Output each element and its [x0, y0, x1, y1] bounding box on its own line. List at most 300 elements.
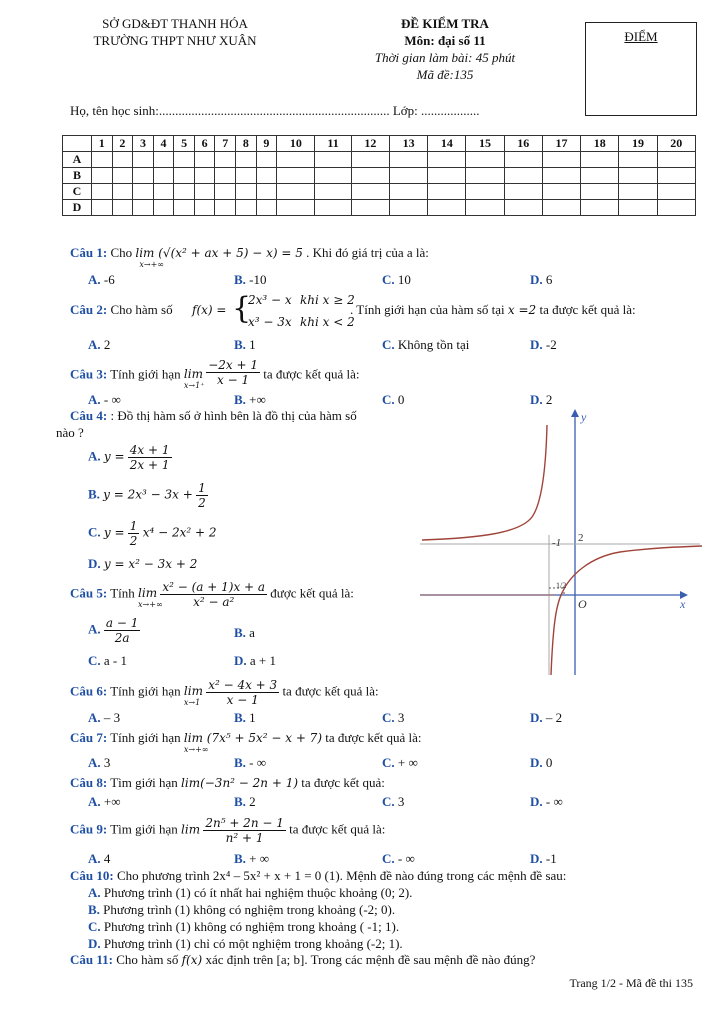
opt-text: 3	[397, 710, 405, 725]
q7-lim-sub: x→+∞	[183, 745, 209, 754]
answer-cell[interactable]	[542, 168, 580, 184]
answer-cell[interactable]	[92, 152, 113, 168]
q3-text-end: ta được kết quả là:	[263, 366, 360, 382]
q5-lim: lim x→+∞	[138, 586, 163, 610]
opt-text: 2	[249, 794, 256, 809]
q1-opt-b[interactable]	[234, 272, 267, 288]
time-limit: Thời gian làm bài: 45 phút	[374, 50, 516, 65]
q8-label: Câu 8:	[70, 775, 108, 790]
q9-opt-a[interactable]	[88, 851, 110, 867]
q5-opt-b[interactable]	[234, 625, 255, 641]
q8-opt-b[interactable]	[234, 794, 256, 810]
answer-cell[interactable]	[351, 152, 389, 168]
q3-label: Câu 3:	[70, 366, 108, 382]
q9-text: Tìm giới hạn	[110, 821, 178, 837]
q2-opt-d[interactable]	[530, 337, 557, 353]
column-header: 10	[277, 136, 315, 152]
q9-text-end: ta được kết quả là:	[289, 821, 386, 837]
answer-cell[interactable]	[92, 184, 113, 200]
q1-math	[135, 246, 303, 269]
answer-cell[interactable]	[389, 200, 427, 216]
opt-text: a - 1	[103, 653, 127, 668]
answer-cell[interactable]	[153, 184, 174, 200]
answer-cell[interactable]	[133, 168, 154, 184]
answer-cell[interactable]	[542, 200, 580, 216]
q3-fraction	[206, 358, 260, 387]
answer-cell[interactable]	[466, 184, 504, 200]
opt-letter: D.	[234, 653, 247, 668]
answer-cell[interactable]	[619, 200, 657, 216]
q11-fx: f(x)	[181, 953, 203, 967]
opt-text: +∞	[103, 794, 121, 809]
answer-cell[interactable]	[215, 184, 236, 200]
question-9	[70, 816, 385, 845]
answer-cell[interactable]	[581, 152, 619, 168]
q10-opt-d[interactable]	[88, 936, 403, 952]
answer-cell[interactable]	[466, 152, 504, 168]
opt-letter: B.	[234, 755, 246, 770]
answer-cell[interactable]	[112, 200, 133, 216]
q10-opt-b[interactable]	[88, 902, 395, 918]
answer-cell[interactable]	[428, 152, 466, 168]
opt-text: 1	[249, 337, 256, 352]
opt-letter: C.	[382, 337, 395, 352]
answer-cell[interactable]	[466, 200, 504, 216]
opt-letter: A.	[88, 710, 101, 725]
opt-text: Phương trình (1) chỉ có một nghiệm trong khoảng (-2; 1).	[103, 936, 403, 951]
answer-cell[interactable]	[315, 184, 351, 200]
opt-letter: A.	[88, 448, 101, 464]
answer-cell[interactable]	[92, 200, 113, 216]
answer-row	[63, 184, 696, 200]
opt-letter: C.	[382, 392, 395, 407]
opt-text: Phương trình (1) không có nghiệm trong khoảng (-2; 0).	[103, 902, 396, 917]
q4-label: Câu 4:	[70, 408, 108, 423]
q1-text-end: . Khi đó giá trị của a là:	[306, 245, 429, 260]
curve-left-branch	[422, 425, 547, 540]
q3-text: Tính giới hạn	[110, 366, 181, 382]
answer-cell[interactable]	[657, 152, 695, 168]
q6-opt-c[interactable]	[382, 710, 404, 726]
answer-cell[interactable]	[619, 184, 657, 200]
q6-text-end: ta được kết quả là:	[282, 683, 379, 699]
q9-fraction	[203, 816, 286, 845]
q5a-num: a − 1	[105, 616, 139, 630]
opt-text: - ∞	[545, 794, 563, 809]
answer-cell[interactable]	[92, 168, 113, 184]
row-label: A	[63, 152, 92, 168]
q4c-pre: y =	[103, 525, 125, 540]
answer-cell[interactable]	[112, 152, 133, 168]
answer-cell[interactable]	[657, 168, 695, 184]
opt-letter: C.	[382, 710, 395, 725]
answer-cell[interactable]	[351, 184, 389, 200]
answer-cell[interactable]	[112, 184, 133, 200]
opt-letter: B.	[234, 710, 246, 725]
answer-cell[interactable]	[389, 168, 427, 184]
tick-half: 1/2	[556, 581, 567, 590]
student-info-line[interactable]: Họ, tên học sinh:....................................................................... Lớp: ..................	[70, 103, 480, 118]
answer-cell[interactable]	[256, 200, 277, 216]
q4-opt-b[interactable]	[88, 481, 208, 510]
q2-at: x =2	[507, 303, 537, 317]
function-graph	[420, 405, 710, 680]
q5a-den: 2a	[114, 631, 130, 645]
q8-text-end: ta được kết quả:	[301, 775, 385, 790]
q6-label: Câu 6:	[70, 683, 108, 699]
q1-opt-c[interactable]	[382, 272, 411, 288]
q2-text: Cho hàm số	[110, 302, 173, 317]
opt-letter: B.	[234, 392, 246, 407]
answer-cell[interactable]	[504, 184, 542, 200]
question-6	[70, 678, 379, 707]
tick-neg1: -1	[552, 537, 562, 549]
opt-letter: B.	[88, 486, 100, 502]
opt-letter: C.	[382, 755, 395, 770]
tick-2: 2	[578, 532, 584, 544]
question-1	[70, 245, 429, 269]
answer-cell[interactable]	[619, 168, 657, 184]
q4a-fraction	[128, 443, 172, 472]
answer-cell[interactable]	[194, 152, 215, 168]
q6-opt-a[interactable]	[88, 710, 120, 726]
column-header: 5	[174, 136, 195, 152]
answer-cell[interactable]	[619, 152, 657, 168]
origin-label: O	[578, 597, 587, 611]
q6-num: x² − 4x + 3	[208, 678, 278, 692]
answer-cell[interactable]	[174, 152, 195, 168]
answer-cell[interactable]	[504, 152, 542, 168]
answer-cell[interactable]	[542, 184, 580, 200]
column-header: 9	[256, 136, 277, 152]
answer-cell[interactable]	[194, 168, 215, 184]
opt-text: 6	[545, 272, 553, 287]
opt-text: -6	[103, 272, 115, 287]
opt-letter: A.	[88, 794, 101, 809]
dept-name: SỞ GD&ĐT THANH HÓA	[102, 16, 248, 31]
opt-letter: D.	[88, 556, 101, 571]
q6-opt-d[interactable]	[530, 710, 562, 726]
score-label: ĐIỂM	[624, 29, 658, 44]
q4c-num: 1	[129, 519, 138, 533]
column-header: 16	[504, 136, 542, 152]
answer-cell[interactable]	[504, 168, 542, 184]
q4-opt-d[interactable]	[88, 556, 197, 572]
opt-text: +∞	[249, 392, 266, 407]
opt-letter: D.	[530, 272, 543, 287]
answer-header-row	[63, 136, 696, 152]
answer-cell[interactable]	[542, 152, 580, 168]
x-label: x	[680, 597, 686, 611]
column-header: 6	[194, 136, 215, 152]
opt-text: - ∞	[397, 851, 415, 866]
q4d-expr: y = x² − 3x + 2	[103, 557, 198, 571]
answer-table	[62, 135, 696, 216]
q5-text: Tính	[110, 585, 135, 601]
q7-opt-a[interactable]	[88, 755, 110, 771]
column-header: 14	[428, 136, 466, 152]
opt-letter: A.	[88, 337, 101, 352]
opt-text: - ∞	[103, 392, 121, 407]
opt-letter: A.	[88, 851, 101, 866]
answer-cell[interactable]	[133, 152, 154, 168]
opt-text: 10	[397, 272, 411, 287]
answer-cell[interactable]	[215, 200, 236, 216]
answer-cell[interactable]	[153, 152, 174, 168]
answer-cell[interactable]	[236, 152, 257, 168]
opt-text: -2	[545, 337, 557, 352]
q7-opt-d[interactable]	[530, 755, 552, 771]
q1-opt-d[interactable]	[530, 272, 552, 288]
opt-letter: A.	[88, 272, 101, 287]
opt-letter: D.	[530, 710, 543, 725]
column-header: 17	[542, 136, 580, 152]
answer-cell[interactable]	[428, 200, 466, 216]
answer-cell[interactable]	[112, 168, 133, 184]
answer-row	[63, 152, 696, 168]
question-11	[70, 952, 535, 968]
header-left	[70, 15, 280, 49]
score-box	[585, 22, 697, 116]
answer-cell[interactable]	[215, 168, 236, 184]
q1-opt-a[interactable]	[88, 272, 115, 288]
q5-den: x² − a²	[193, 595, 235, 609]
q6-text: Tính giới hạn	[110, 683, 181, 699]
opt-text: 0	[397, 392, 405, 407]
opt-text: -10	[249, 272, 267, 287]
answer-cell[interactable]	[236, 200, 257, 216]
q4b-den: 2	[198, 496, 206, 510]
q4c-den: 2	[129, 534, 138, 548]
question-2	[70, 302, 173, 318]
q1-math-expr: lim (√(x² + ax + 5) − x) = 5	[135, 246, 303, 260]
q2-case1: 2x³ − x	[248, 293, 292, 307]
q6-den: x − 1	[226, 693, 259, 707]
opt-letter: C.	[382, 794, 395, 809]
answer-cell[interactable]	[581, 200, 619, 216]
answer-cell[interactable]	[315, 168, 351, 184]
q5-opt-c[interactable]	[88, 653, 127, 669]
opt-letter: B.	[234, 272, 246, 287]
answer-cell[interactable]	[215, 152, 236, 168]
opt-text: – 3	[103, 710, 121, 725]
q3-opt-c[interactable]	[382, 392, 404, 408]
q10-opt-a[interactable]	[88, 885, 412, 901]
opt-letter: B.	[88, 902, 100, 917]
opt-letter: C.	[382, 272, 395, 287]
answer-cell[interactable]	[277, 184, 315, 200]
answer-cell[interactable]	[153, 168, 174, 184]
q8-text: Tìm giới hạn	[110, 775, 178, 790]
y-label: y	[581, 410, 587, 424]
answer-cell[interactable]	[315, 200, 351, 216]
column-header: 19	[619, 136, 657, 152]
q9-num: 2n⁵ + 2n − 1	[205, 816, 284, 830]
opt-text: Không tồn tại	[397, 337, 470, 352]
opt-letter: B.	[234, 625, 246, 640]
answer-cell[interactable]	[428, 184, 466, 200]
opt-text: 3	[397, 794, 405, 809]
q9-den: n² + 1	[225, 831, 264, 845]
opt-letter: D.	[530, 851, 543, 866]
answer-cell[interactable]	[277, 152, 315, 168]
q4-opt-a[interactable]	[88, 443, 172, 472]
opt-text: a + 1	[249, 653, 276, 668]
q2-opt-b[interactable]	[234, 337, 256, 353]
q5a-fraction	[104, 616, 140, 645]
q5-label: Câu 5:	[70, 585, 108, 601]
answer-cell[interactable]	[466, 168, 504, 184]
q4c-fraction	[128, 519, 140, 548]
question-8	[70, 775, 385, 791]
opt-text: – 2	[545, 710, 563, 725]
answer-cell[interactable]	[236, 184, 257, 200]
q1-lim-sub: x→+∞	[139, 260, 164, 269]
answer-row	[63, 168, 696, 184]
q5-fraction	[160, 580, 267, 609]
opt-letter: D.	[530, 337, 543, 352]
q8-opt-a[interactable]	[88, 794, 121, 810]
opt-text: a	[249, 625, 255, 640]
column-header: 13	[389, 136, 427, 152]
answer-cell[interactable]	[351, 200, 389, 216]
q6-lim: lim x→1	[183, 684, 203, 708]
q4a-num: 4x + 1	[129, 443, 170, 457]
answer-cell[interactable]	[389, 184, 427, 200]
q9-label: Câu 9:	[70, 821, 108, 837]
q8-opt-c[interactable]	[382, 794, 404, 810]
question-4	[70, 408, 357, 424]
opt-letter: D.	[530, 392, 543, 407]
question-5	[70, 580, 354, 609]
opt-text: 1	[249, 710, 256, 725]
q4c-expr: x⁴ − 2x² + 2	[142, 525, 217, 540]
q5-opt-a[interactable]	[88, 616, 140, 645]
header-center	[350, 15, 540, 83]
q1-text: Cho	[110, 245, 133, 260]
answer-cell[interactable]	[277, 200, 315, 216]
column-header: 18	[581, 136, 619, 152]
school-name: TRƯỜNG THPT NHƯ XUÂN	[93, 33, 257, 48]
page-footer: Trang 1/2 - Mã đề thi 135	[569, 976, 693, 990]
corner-cell	[63, 136, 92, 152]
opt-text: + ∞	[397, 755, 418, 770]
q7-math	[183, 731, 323, 754]
opt-letter: A.	[88, 885, 101, 900]
opt-text: 2	[545, 392, 553, 407]
q1-label: Câu 1:	[70, 245, 108, 260]
column-header: 11	[315, 136, 351, 152]
answer-cell[interactable]	[256, 152, 277, 168]
q4b-fraction	[196, 481, 208, 510]
column-header: 7	[215, 136, 236, 152]
answer-cell[interactable]	[133, 184, 154, 200]
q11-text: Cho hàm số	[116, 952, 179, 967]
answer-cell[interactable]	[153, 200, 174, 216]
answer-cell[interactable]	[133, 200, 154, 216]
answer-cell[interactable]	[389, 152, 427, 168]
q3-den: x − 1	[217, 373, 250, 387]
answer-cell[interactable]	[174, 184, 195, 200]
q3-lim: lim x→1⁺	[183, 367, 205, 391]
q2-brace: {	[232, 291, 252, 326]
q8-opt-d[interactable]	[530, 794, 563, 810]
opt-text: 2	[103, 337, 111, 352]
opt-letter: A.	[88, 392, 101, 407]
q8-math: lim(−3n² − 2n + 1)	[181, 776, 299, 790]
opt-letter: C.	[88, 919, 101, 934]
opt-text: 4	[103, 851, 111, 866]
answer-cell[interactable]	[194, 184, 215, 200]
q2-opt-a[interactable]	[88, 337, 110, 353]
y-axis-arrow-icon	[571, 409, 579, 417]
q11-label: Câu 11:	[70, 952, 113, 967]
answer-cell[interactable]	[351, 168, 389, 184]
answer-body	[63, 152, 696, 216]
column-header: 15	[466, 136, 504, 152]
q7-opt-c[interactable]	[382, 755, 418, 771]
opt-letter: A.	[88, 755, 101, 770]
answer-cell[interactable]	[174, 200, 195, 216]
column-header: 2	[112, 136, 133, 152]
q2-cond2: khi x < 2	[300, 315, 355, 329]
q3-num: −2x + 1	[208, 358, 258, 372]
q4b-expr: y = 2x³ − 3x +	[103, 487, 193, 502]
q2-cond1: khi x ≥ 2	[300, 293, 355, 307]
column-header: 1	[92, 136, 113, 152]
q6-lim-sub: x→1	[183, 698, 201, 708]
answer-cell[interactable]	[174, 168, 195, 184]
answer-cell[interactable]	[256, 168, 277, 184]
opt-text: 0	[545, 755, 553, 770]
opt-letter: A.	[88, 621, 101, 637]
q9-opt-d[interactable]	[530, 851, 557, 867]
answer-cell[interactable]	[256, 184, 277, 200]
question-7	[70, 730, 422, 754]
answer-cell[interactable]	[194, 200, 215, 216]
answer-cell[interactable]	[657, 200, 695, 216]
q4-opt-c[interactable]	[88, 519, 216, 548]
answer-cell[interactable]	[581, 168, 619, 184]
answer-cell[interactable]	[315, 152, 351, 168]
row-label: D	[63, 200, 92, 216]
q3-opt-b[interactable]	[234, 392, 266, 408]
answer-cell[interactable]	[581, 184, 619, 200]
q9-opt-b[interactable]	[234, 851, 269, 867]
answer-row	[63, 200, 696, 216]
q7-opt-b[interactable]	[234, 755, 266, 771]
answer-cell[interactable]	[236, 168, 257, 184]
answer-cell[interactable]	[428, 168, 466, 184]
q3-opt-a[interactable]	[88, 392, 121, 408]
subject: Môn: đại số 11	[404, 33, 486, 48]
answer-cell[interactable]	[657, 184, 695, 200]
q2-label: Câu 2:	[70, 302, 108, 317]
q10-opt-c[interactable]	[88, 919, 399, 935]
q6-opt-b[interactable]	[234, 710, 256, 726]
q5-num: x² − (a + 1)x + a	[162, 580, 266, 594]
q5-opt-d[interactable]	[234, 653, 276, 669]
q3-lim-sub: x→1⁺	[183, 381, 205, 391]
q2-opt-c[interactable]	[382, 337, 469, 353]
q9-opt-c[interactable]	[382, 851, 415, 867]
opt-text: -1	[545, 851, 557, 866]
answer-cell[interactable]	[504, 200, 542, 216]
q11-text-end: xác định trên [a; b]. Trong các mệnh đề sau mệnh đề nào đúng?	[205, 952, 536, 967]
question-10	[70, 868, 566, 884]
opt-text: + ∞	[249, 851, 270, 866]
answer-cell[interactable]	[277, 168, 315, 184]
